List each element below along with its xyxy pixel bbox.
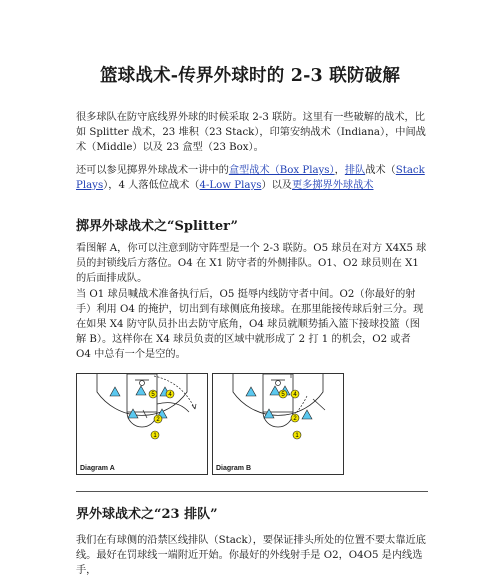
svg-text:5: 5	[151, 392, 155, 398]
offense-players	[279, 374, 301, 439]
defender-marker	[128, 409, 138, 418]
splitter-paragraph-1: 看图解 A，你可以注意到防守阵型是一个 2-3 联防。O5 球员在对方 X4X5 球员的封锁线后方落位。O4 在 X1 防守者的外侧排队。O1、O2 球员则在 X1 的后面排成队。	[76, 243, 427, 284]
svg-text:4: 4	[293, 392, 297, 398]
link-stack[interactable]: 排队	[344, 165, 366, 176]
svg-text:2: 2	[156, 417, 160, 423]
see-also-mid1: 战术（	[365, 165, 396, 176]
see-also-mid2: ），4 人落低位战术（	[103, 180, 200, 191]
section-divider	[76, 491, 428, 492]
section-heading-23-stack: 界外球战术之“23 排队”	[76, 507, 218, 522]
link-more-plays[interactable]: 更多掷界外球战术	[292, 180, 374, 191]
diagram-a-label: Diagram A	[80, 465, 115, 472]
diagram-b	[212, 373, 344, 475]
defender-marker	[302, 410, 312, 419]
defender-marker	[136, 386, 146, 395]
section-heading-splitter: 掷界外球战术之“Splitter”	[76, 219, 238, 234]
defender-marker	[270, 386, 280, 395]
link-stack-plays[interactable]: Stack Plays	[76, 165, 425, 191]
svg-text:5: 5	[281, 392, 285, 398]
stack-paragraph-1: 我们在有球侧的沿禁区线排队（Stack），要保证排头所处的位置不要太靠近底线。最好在罚球线一端附近开始。你最好的外线射手是 O2，O4O5 是内线选手，	[76, 535, 426, 576]
svg-text:2: 2	[293, 416, 297, 422]
defender-marker	[246, 387, 256, 396]
svg-text:1: 1	[153, 433, 157, 439]
diagram-b-label: Diagram B	[216, 465, 252, 472]
svg-text:1: 1	[295, 433, 299, 439]
splitter-paragraph-2: 当 O1 球员喊战术准备执行后，O5 挺辱内线防守者中间。O2（你最好的射手）利用 O4 的掩护，切出到有球侧底角接球。在那里能接传球后射三分。现在如果 X4 防守队员扑出去防守底角，O4 球员就顺势插入篮下接球投篮（图解 B）。这样你在 X4 球员负责的区域中就形成了 2 打 1 的机会，O2 或者 O4 中总有一个是空的。	[76, 289, 424, 360]
intro-paragraph: 很多球队在防守底线界外球的时候采取 2-3 联防。这里有一些破解的战术，比如 Splitter 战术，23 堆积（23 Stack），印第安纳战术（Indiana），中间战术（Middle）以及 23 盒型（23 Box）。	[76, 112, 426, 153]
defender-marker	[110, 387, 120, 396]
see-also-prefix: 还可以参见掷界外球战术一讲中的	[76, 165, 229, 176]
defender-marker	[264, 409, 274, 418]
link-4-low-plays[interactable]: 4-Low Plays	[199, 180, 262, 191]
see-also-mid3: ）以及	[261, 180, 292, 191]
see-also-paragraph	[76, 163, 428, 193]
page-title: 篮球战术-传界外球时的 2-3 联防破解	[99, 66, 401, 86]
see-also-sep: ，	[334, 165, 345, 176]
link-box-plays[interactable]: 盒型战术（Box Plays）	[228, 165, 335, 176]
diagram-b-court	[213, 374, 343, 474]
offense-players	[149, 374, 174, 439]
diagram-a-court	[77, 374, 207, 474]
diagram-a	[76, 373, 208, 475]
svg-text:4: 4	[168, 392, 172, 398]
